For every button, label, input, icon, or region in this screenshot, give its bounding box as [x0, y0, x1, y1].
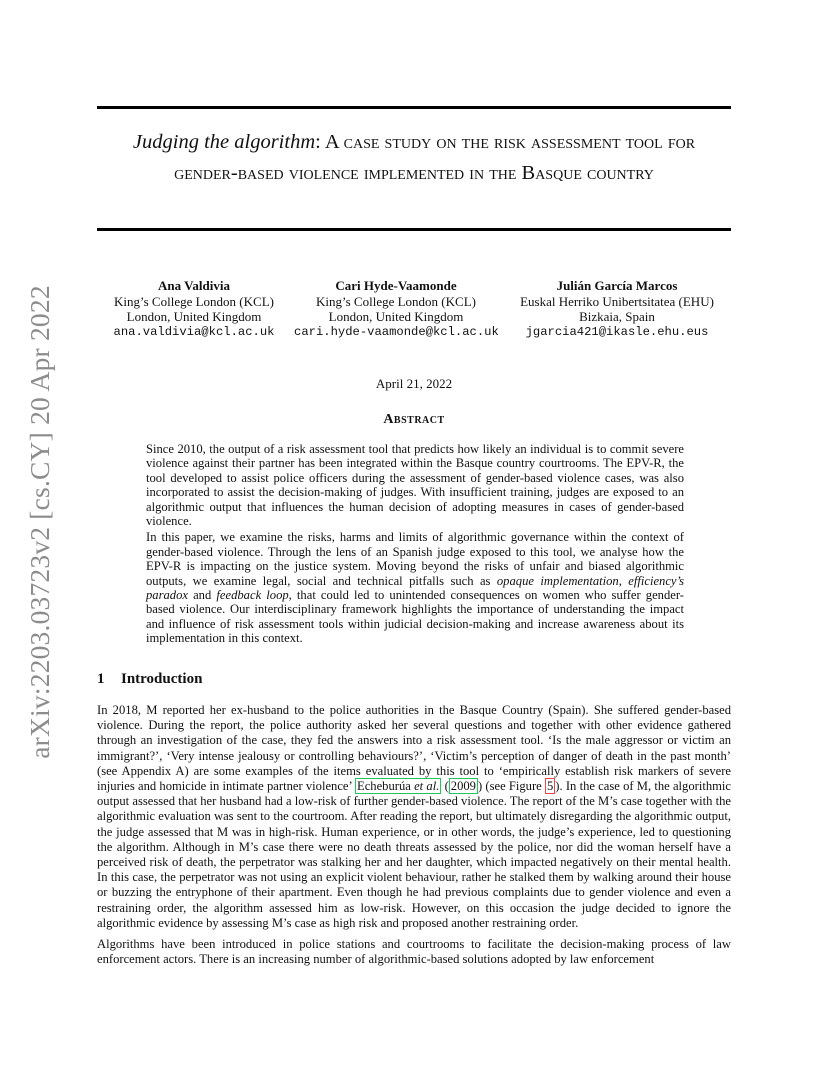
- abstract-emphasis: opaque implementation: [496, 573, 619, 588]
- body-text: ). In the case of M, the algorithmic output assessed that her husband had a low-risk of further gender-based violence. The report of the M’s case together with the algorithmic evaluation was sent to the courtroom. After reading the report, but ultimately disregarding the algorithmic output, the judge assessed that M was in high-risk. Human experience, or in other words, the judge’s experience, led to questioning the algorithm. Although in M’s case there were no death threats assessed by the police, nor did the woman herself have a perceived risk of death, the perpetrator was stalking her and her daughter, which impacted negatively on their mental health. In this case, the perpetrator was not using an explicit violent behaviour, rather he stalked them by walking around their house or buzzing the entryphone of their apartment. Even though he had previous complaints due to gender violence and even a restraining order, the algorithm assessed him as low-risk. However, on this occasion the judge decided to ignore the algorithmic evidence by assessing M’s case as high risk and proposed another restraining order.: [97, 779, 732, 930]
- abstract-emphasis: efficiency’s paradox: [146, 573, 684, 603]
- abstract-body: [146, 442, 684, 648]
- author-location: Bizkaia, Spain: [579, 309, 655, 324]
- abstract-text: and: [187, 588, 217, 603]
- title-italic: Judging the algorithm: [132, 131, 316, 153]
- author-email[interactable]: cari.hyde-vaamonde@kcl.ac.uk: [294, 324, 499, 339]
- author-email[interactable]: jgarcia421@ikasle.ehu.eus: [525, 324, 709, 339]
- author-affiliation: King’s College London (KCL): [114, 293, 274, 309]
- author-location: London, United Kingdom: [126, 309, 262, 324]
- abstract-paragraph: Since 2010, the output of a risk assessment tool that predicts how likely an individual is to commit severe violence against their partner has been integrated within the Basque country courtrooms. The EPV-R, the tool developed to assist police officers during the assessment of gender-based violence cases, was also incorporated to assist the decision-making of judges. With insufficient training, judges are exposed to an algorithmic output that influences the human decision of adopting measures in cases of gender-based violence.: [146, 442, 684, 529]
- author-block: [294, 278, 498, 340]
- abstract-text: In this paper, we examine the risks, harms and limits of algorithmic governance within the context of gender-based violence. Through the lens of an Spanish judge exposed to this tool, we analyse how the EPV-R is impacting on the justice system. Moving beyond the risks of unfair and biased algorithmic outputs, we examine legal, social and technical pitfalls such as: [146, 530, 684, 588]
- figure-ref-link[interactable]: 5: [547, 779, 554, 794]
- citation-etal: et al.: [414, 779, 440, 794]
- abstract-paragraph: [146, 530, 684, 645]
- citation-author: Echeburúa: [357, 779, 415, 794]
- body-text: (see Figure: [482, 779, 545, 794]
- body-text: In 2018, M reported her ex-husband to the police authorities in the Basque Country (Spain). She suffered gender-based violence. During the report, the police authority asked her several questions and together with other evidence gathered through an investigation of the case, they fed the answers into a risk assessment tool. ‘Is the male aggressor or victim an immigrant?’, ‘Very intense jealousy or controlling behaviours?’, ‘Victim’s perception of danger of death in the past month’ (see Appendix A) are some examples of the items evaluated by this tool to ‘empirically establish risk markers of severe injuries and homicide in intimate partner violence’: [97, 703, 731, 794]
- abstract-text: ,: [618, 573, 629, 588]
- arxiv-stamp: [22, 284, 58, 760]
- section-number: 1: [97, 671, 105, 687]
- body-paragraph: Algorithms have been introduced in police stations and courtrooms to facilitate the decision-making process of law enforcement actors. There is an increasing number of algorithmic-based solutions adopted by law enforcement: [97, 937, 731, 967]
- author-block: [506, 278, 728, 340]
- author-name: Julián García Marcos: [556, 278, 678, 293]
- title-bottom-rule: [97, 228, 731, 231]
- section-heading: [97, 671, 202, 688]
- body-paragraph: In 2018, M reported her ex-husband to the police authorities in the Basque Country (Spain). She suffered gender-based violence. During the report, the police authority asked her several questions and together with other evidence gathered through an investigation of the case, they fed the answers into a risk assessment tool. ‘Is the male aggressor or victim an immigrant?’, ‘Very intense jealousy or controlling behaviours?’, ‘Victim’s perception of danger of death in the past month’ (see Appendix A) are some examples of the items evaluated by this tool to ‘empirically establish risk markers of severe injuries and homicide in intimate partner violence’ Echeburúa et al. ( 2009 ) (see Figure 5 ). In the case of M, the algorithmic output assessed that her husband had a low-risk of further gender-based violence. The report of the M’s case together with the algorithmic evaluation was sent to the courtroom. After reading the report, but ultimately disregarding the algorithmic output, the judge assessed that M was in high-risk. Human experience, or in other words, the judge’s experience, led to questioning the algorithm. Although in M’s case there were no death threats assessed by the police, nor did the woman herself have a perceived risk of death, the perpetrator was stalking her and her daughter, which impacted negatively on their mental health. In this case, the perpetrator was not using an explicit violent behaviour, rather he stalked them by walking around their house or buzzing the entryphone of their apartment. Even though he had previous complaints due to gender violence and even a restraining order, the algorithm assessed him as low-risk. However, on this occasion the judge decided to ignore the algorithmic evidence by assessing M’s case as high risk and proposed another restraining order.: [97, 703, 732, 930]
- abstract-text: , that could led to unintended consequences on women who suffer gender-based violence. Our interdisciplinary framework highlights the importance of understanding the impact and influence of risk assessment tools within judicial decision-making and increase awareness about its implementation in this context.: [146, 588, 685, 646]
- section-title: Introduction: [121, 671, 203, 687]
- author-email[interactable]: ana.valdivia@kcl.ac.uk: [113, 324, 275, 339]
- author-affiliation: King’s College London (KCL): [316, 293, 476, 309]
- author-affiliation: Euskal Herriko Unibertsitatea (EHU): [520, 293, 714, 309]
- author-name: Cari Hyde-Vaamonde: [335, 278, 457, 293]
- introduction-body: [97, 703, 731, 973]
- author-block: [84, 278, 304, 340]
- paper-date: April 21, 2022: [375, 376, 453, 391]
- title-top-rule: [97, 106, 731, 109]
- arxiv-stamp-text: arXiv:2203.03723v2 [cs.CY] 20 Apr 2022: [24, 285, 55, 759]
- abstract-emphasis: feedback loop: [216, 588, 289, 603]
- author-location: London, United Kingdom: [328, 309, 464, 324]
- title-rest: : A case study on the risk assessment tool for gender-based violence implemented in the Basque country: [174, 131, 696, 184]
- citation-link[interactable]: [355, 778, 441, 794]
- abstract-heading: Abstract: [383, 412, 445, 427]
- citation-year-link[interactable]: 2009: [450, 779, 476, 794]
- author-name: Ana Valdivia: [158, 278, 230, 293]
- paper-title: [110, 127, 718, 189]
